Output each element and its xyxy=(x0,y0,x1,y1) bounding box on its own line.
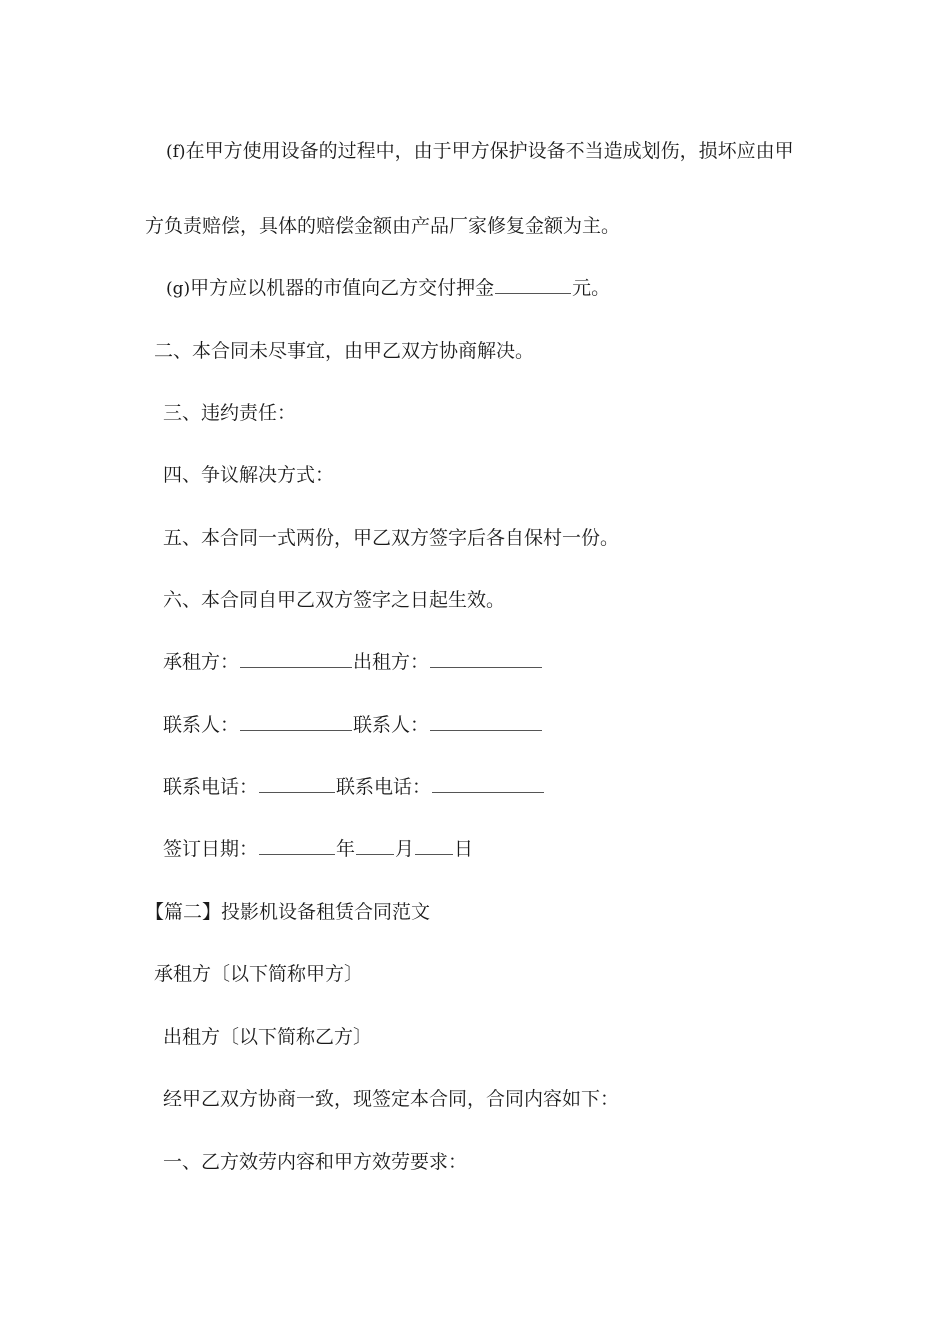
day-label: 日 xyxy=(454,838,474,860)
clause-f-line2: 方负责赔偿，具体的赔偿金额由产品厂家修复金额为主。 xyxy=(145,215,621,237)
contact-label-left: 联系人： xyxy=(163,714,240,736)
month-label: 月 xyxy=(395,838,415,860)
year-label: 年 xyxy=(336,838,356,860)
deposit-blank xyxy=(495,279,571,294)
contact-row xyxy=(163,713,543,737)
month-blank xyxy=(356,840,394,855)
clause-g xyxy=(166,276,610,301)
clause-f-line1 xyxy=(166,139,794,164)
sign-date-label: 签订日期： xyxy=(163,838,259,860)
year-blank xyxy=(259,840,335,855)
lessor-label: 出租方： xyxy=(353,651,430,673)
phone-row xyxy=(163,775,545,799)
section-6: 六、本合同自甲乙双方签字之日起生效。 xyxy=(163,589,506,611)
day-blank xyxy=(415,840,453,855)
section-4: 四、争议解决方式： xyxy=(163,464,335,486)
agreement-intro: 经甲乙双方协商一致，现签定本合同，合同内容如下： xyxy=(163,1088,620,1110)
phone-blank-left xyxy=(259,778,335,793)
part2-title: 【篇二】投影机设备租赁合同范文 xyxy=(145,901,431,923)
lessee-label: 承租方： xyxy=(163,651,240,673)
clause-g-marker: (g) xyxy=(166,279,191,299)
section-3: 三、违约责任： xyxy=(163,402,297,424)
phone-label-right: 联系电话： xyxy=(336,776,432,798)
clause-f-text: 在甲方使用设备的过程中，由于甲方保护设备不当造成划伤，损坏应由甲 xyxy=(185,140,794,162)
contact-blank-left xyxy=(240,716,352,731)
section-2: 二、本合同未尽事宜，由甲乙双方协商解决。 xyxy=(154,340,535,362)
sign-date-row xyxy=(163,837,473,861)
item-1: 一、乙方效劳内容和甲方效劳要求： xyxy=(163,1151,468,1173)
phone-blank-right xyxy=(432,778,544,793)
clause-g-text: 甲方应以机器的市值向乙方交付押金 xyxy=(190,277,495,299)
clause-f-marker: (f) xyxy=(166,142,186,162)
contact-blank-right xyxy=(430,716,542,731)
contact-label-right: 联系人： xyxy=(353,714,430,736)
party-signature-row xyxy=(163,650,543,674)
lessee-blank xyxy=(240,653,352,668)
clause-g-unit: 元。 xyxy=(572,277,611,299)
lessee-intro: 承租方〔以下简称甲方〕 xyxy=(154,963,364,985)
phone-label-left: 联系电话： xyxy=(163,776,259,798)
lessor-blank xyxy=(430,653,542,668)
section-5: 五、本合同一式两份，甲乙双方签字后各自保村一份。 xyxy=(163,527,620,549)
lessor-intro: 出租方〔以下简称乙方〕 xyxy=(163,1026,373,1048)
